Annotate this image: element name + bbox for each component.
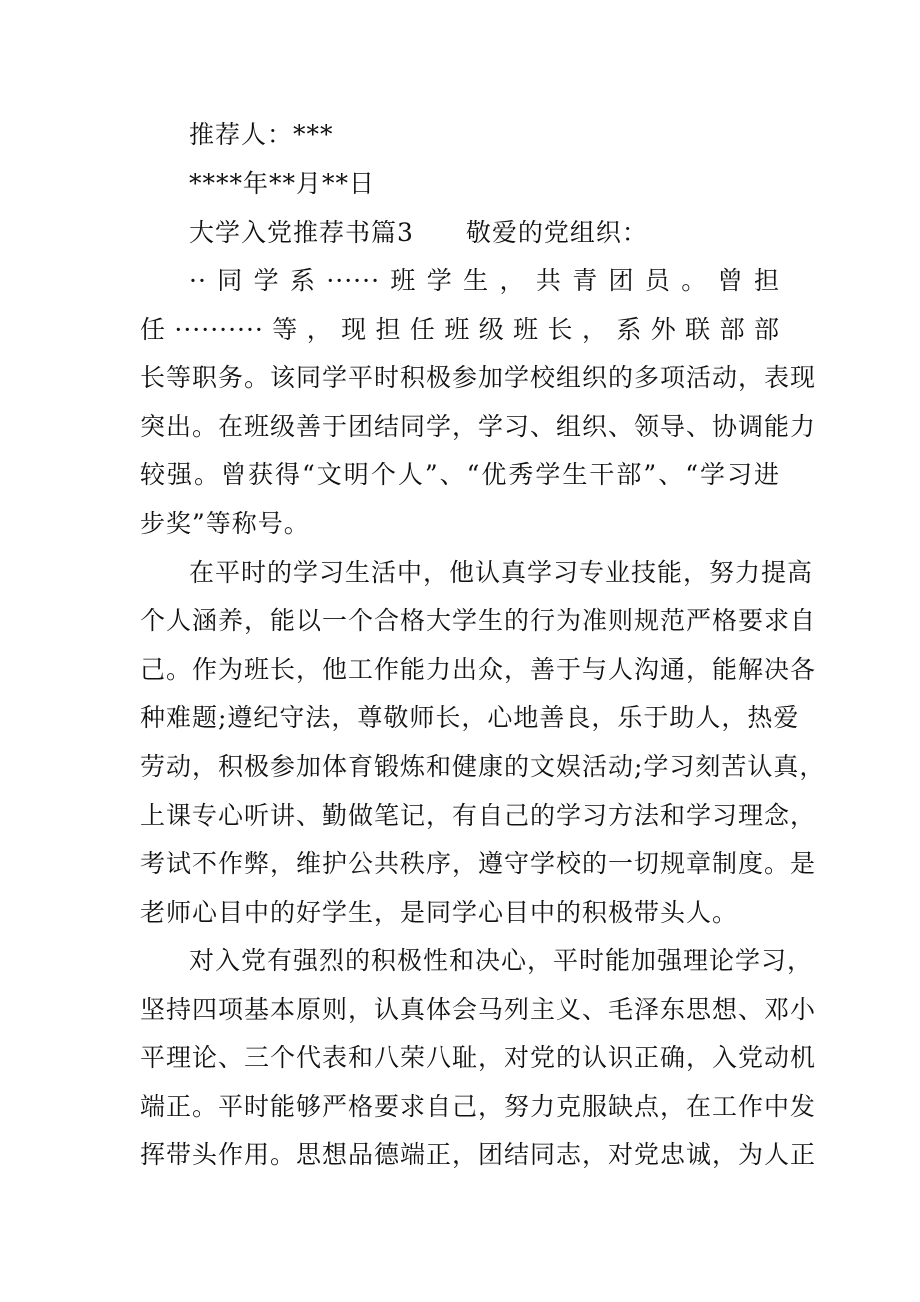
paragraph-3-line-3: 平理论、三个代表和八荣八耻，对党的认识正确，入党动机 [140,1043,817,1072]
paragraph-2-line-4: 种难题;遵纪守法，尊敬师长，心地善良，乐于助人，热爱 [140,703,800,732]
paragraph-1-line-3: 长等职务。该同学平时积极参加学校组织的多项活动，表现 [140,363,817,392]
paragraph-3-line-2: 坚持四项基本原则，认真体会马列主义、毛泽东思想、邓小 [140,995,817,1024]
paragraph-2-line-1: 在平时的学习生活中，他认真学习专业技能，努力提高 [189,558,814,587]
paragraph-1-line-4: 突出。在班级善于团结同学，学习、组织、领导、协调能力 [140,412,817,441]
paragraph-1-line-2: 任··········等，现担任班级班长，系外联部部 [140,315,780,344]
paragraph-3-line-5: 挥带头作用。思想品德端正，团结同志，对党忠诚，为人正 [140,1140,817,1169]
section-heading: 大学入党推荐书篇3 敬爱的党组织： [189,218,648,247]
recommender-line: 推荐人：*** [189,120,334,149]
paragraph-3-line-1: 对入党有强烈的积极性和决心，平时能加强理论学习， [189,946,814,975]
paragraph-2-line-6: 上课专心听讲、勤做笔记，有自己的学习方法和学习理念， [140,801,817,830]
paragraph-2-line-5: 劳动，积极参加体育锻炼和健康的文娱活动;学习刻苦认真， [140,752,826,781]
paragraph-1-line-6: 步奖”等称号。 [140,509,310,538]
paragraph-2-line-7: 考试不作弊，维护公共秩序，遵守学校的一切规章制度。是 [140,849,817,878]
date-line: ****年**月**日 [189,169,376,198]
paragraph-1-line-1: ··同学系······班学生，共青团员。曾担 [189,266,780,295]
paragraph-1-line-5: 较强。曾获得“文明个人”、“优秀学生干部”、“学习进 [140,460,780,489]
paragraph-2-line-3: 己。作为班长，他工作能力出众，善于与人沟通，能解决各 [140,655,817,684]
paragraph-2-line-8: 老师心目中的好学生，是同学心目中的积极带头人。 [140,898,739,927]
paragraph-2-line-2: 个人涵养，能以一个合格大学生的行为准则规范严格要求自 [140,606,817,635]
paragraph-3-line-4: 端正。平时能够严格要求自己，努力克服缺点，在工作中发 [140,1092,817,1121]
